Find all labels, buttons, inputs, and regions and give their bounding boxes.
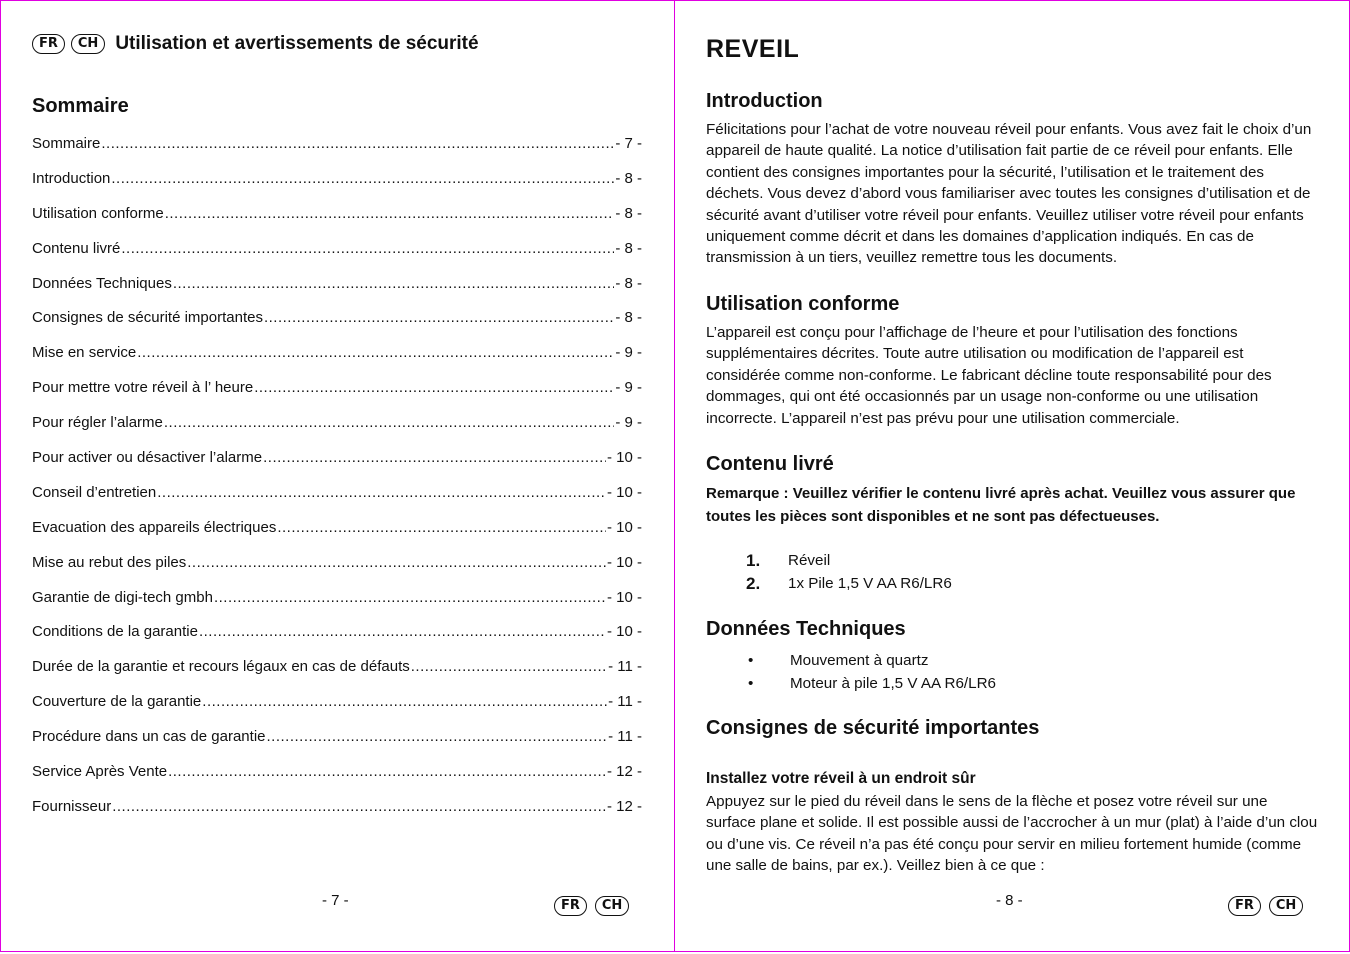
- toc-leader: [263, 449, 606, 466]
- right-footer-badges: [1228, 896, 1303, 916]
- toc-entry-page: - 9 -: [615, 344, 642, 362]
- safety-subheading: Installez votre réveil à un endroit sûr: [706, 770, 976, 787]
- toc-leader: [187, 554, 606, 571]
- toc-entry-label: Couverture de la garantie: [32, 693, 202, 711]
- toc-entry[interactable]: [32, 240, 642, 275]
- country-badge-ch: CH: [71, 34, 105, 54]
- toc-entry-label: Mise au rebut des piles: [32, 553, 187, 571]
- toc-leader: [202, 693, 607, 710]
- toc-entry-page: - 11 -: [608, 728, 642, 746]
- toc-entry-page: - 8 -: [615, 274, 642, 292]
- toc-entry-label: Conseil d’entretien: [32, 483, 157, 501]
- list-text: Moteur à pile 1,5 V AA R6/LR6: [790, 675, 996, 692]
- toc-entry-page: - 10 -: [606, 483, 642, 501]
- toc-entry[interactable]: [32, 798, 642, 833]
- safety-heading: Consignes de sécurité importantes: [706, 717, 1040, 739]
- toc-leader: [112, 798, 606, 815]
- toc-entry-page: - 9 -: [615, 379, 642, 397]
- toc-entry[interactable]: [32, 275, 642, 310]
- toc-leader: [111, 170, 614, 187]
- toc-entry[interactable]: [32, 763, 642, 798]
- left-header: [32, 33, 479, 55]
- toc-entry[interactable]: [32, 519, 642, 554]
- product-title: REVEIL: [706, 35, 800, 63]
- toc-entry-page: - 10 -: [606, 449, 642, 467]
- toc-entry-label: Mise en service: [32, 344, 137, 362]
- table-of-contents: [32, 135, 642, 833]
- toc-leader: [277, 519, 606, 536]
- list-item: [746, 672, 996, 695]
- list-text: Mouvement à quartz: [790, 652, 929, 669]
- toc-entry[interactable]: [32, 484, 642, 519]
- toc-entry-label: Sommaire: [32, 135, 101, 152]
- country-badge-ch: CH: [595, 896, 629, 916]
- toc-entry-label: Pour régler l’alarme: [32, 414, 163, 432]
- list-item: [746, 550, 952, 573]
- list-text: 1x Pile 1,5 V AA R6/LR6: [788, 574, 952, 592]
- toc-entry-label: Consignes de sécurité importantes: [32, 309, 263, 327]
- country-badge-ch: CH: [1269, 896, 1303, 916]
- toc-leader: [199, 623, 606, 640]
- list-item: [746, 649, 996, 672]
- toc-entry[interactable]: [32, 414, 642, 449]
- toc-entry-page: - 12 -: [606, 797, 642, 815]
- toc-entry-page: - 8 -: [615, 169, 642, 187]
- toc-entry[interactable]: [32, 135, 642, 170]
- toc-entry[interactable]: [32, 379, 642, 414]
- toc-entry[interactable]: [32, 309, 642, 344]
- toc-leader: [173, 275, 615, 292]
- toc-entry[interactable]: [32, 344, 642, 379]
- toc-leader: [254, 379, 614, 396]
- bullet: •: [748, 675, 754, 692]
- toc-entry-page: - 7 -: [615, 135, 642, 152]
- toc-entry-label: Pour mettre votre réveil à l’ heure: [32, 379, 254, 397]
- toc-leader: [264, 309, 614, 326]
- introduction-heading: Introduction: [706, 90, 823, 112]
- toc-entry-label: Pour activer ou désactiver l’alarme: [32, 449, 263, 467]
- toc-entry-label: Service Après Vente: [32, 763, 168, 781]
- toc-leader: [157, 484, 606, 501]
- toc-entry-page: - 10 -: [606, 623, 642, 641]
- left-footer-badges: [554, 896, 629, 916]
- toc-entry-page: - 10 -: [606, 588, 642, 606]
- toc-entry-page: - 12 -: [606, 763, 642, 781]
- toc-entry-label: Durée de la garantie et recours légaux en cas de défauts: [32, 658, 410, 676]
- toc-entry-label: Evacuation des appareils électriques: [32, 518, 277, 536]
- list-text: Réveil: [788, 552, 831, 569]
- toc-entry-label: Introduction: [32, 169, 111, 187]
- toc-entry-label: Procédure dans un cas de garantie: [32, 728, 266, 746]
- page-number-right: - 8 -: [996, 892, 1023, 909]
- list-number: 2.: [746, 573, 761, 593]
- toc-entry-page: - 8 -: [615, 309, 642, 327]
- toc-entry-page: - 8 -: [615, 204, 642, 222]
- contents-heading: Contenu livré: [706, 453, 834, 475]
- toc-entry-page: - 11 -: [608, 693, 642, 711]
- country-badge-fr: FR: [32, 34, 65, 54]
- safety-text: Appuyez sur le pied du réveil dans le sens de la flèche et posez votre réveil sur une surface plane et solide. Il est possible aussi de l’accrocher à un mur (plat) à l’aide d’un clou ou d’une vis. Ce réveil n’a pas été conçu pour servir en milieu fortement humide (comme une salle de bains, par ex.). Veillez bien à ce que :: [706, 793, 1318, 875]
- toc-entry[interactable]: [32, 728, 642, 763]
- usage-heading: Utilisation conforme: [706, 293, 900, 315]
- toc-entry[interactable]: [32, 589, 642, 624]
- contents-note: Remarque : Veuillez vérifier le contenu livré après achat. Veuillez vous assurer que toutes les pièces sont disponibles et ne sont pas défectueuses.: [706, 485, 1296, 525]
- toc-leader: [101, 135, 614, 152]
- toc-leader: [164, 414, 614, 431]
- tech-list: [746, 649, 996, 695]
- toc-leader: [411, 658, 607, 675]
- toc-entry-label: Contenu livré: [32, 239, 121, 257]
- toc-entry-label: Conditions de la garantie: [32, 623, 198, 641]
- introduction-text: Félicitations pour l’achat de votre nouveau réveil pour enfants. Vous avez fait le choix d’un appareil de haute qualité. La notice d’utilisation fait partie de ce réveil pour enfants. Elle contient des consignes importantes pour la sécurité, l’utilisation et le traitement des déchets. Vous devez d’abord vous familiariser avec toutes les consignes d’utilisation et de sécurité avant d’utiliser votre réveil pour enfants. Veuillez utiliser votre réveil pour enfants uniquement comme décrit et dans les domaines d’application indiqués. En cas de transmission à un tiers, veuillez remettre tous les documents.: [706, 121, 1312, 267]
- country-badge-fr: FR: [1228, 896, 1261, 916]
- toc-entry-page: - 11 -: [608, 658, 642, 676]
- contents-list: [746, 550, 952, 595]
- toc-entry[interactable]: [32, 693, 642, 728]
- toc-leader: [267, 728, 608, 745]
- toc-leader: [214, 589, 606, 606]
- toc-entry-page: - 10 -: [606, 518, 642, 536]
- toc-entry-label: Utilisation conforme: [32, 204, 164, 222]
- toc-heading: Sommaire: [32, 95, 129, 117]
- toc-entry[interactable]: [32, 554, 642, 589]
- list-item: [746, 573, 952, 596]
- section-title: Utilisation et avertissements de sécurité: [115, 33, 479, 54]
- toc-entry-label: Données Techniques: [32, 274, 172, 292]
- toc-entry[interactable]: [32, 623, 642, 658]
- country-badge-fr: FR: [554, 896, 587, 916]
- toc-entry[interactable]: [32, 205, 642, 240]
- usage-text: L’appareil est conçu pour l’affichage de l’heure et pour l’utilisation des fonctions supplémentaires décrites. Toute autre utilisation ou modification de l’appareil est considérée comme non-conforme. Le fabricant décline toute responsabilité pour des dommages, qui ont été occasionnés par un usage non-conforme ou une utilisation incorrecte. L’appareil n’est pas prévu pour une utilisation commerciale.: [706, 324, 1272, 427]
- toc-entry-label: Garantie de digi-tech gmbh: [32, 588, 213, 606]
- toc-entry-page: - 8 -: [615, 239, 642, 257]
- toc-leader: [121, 240, 614, 257]
- toc-entry[interactable]: [32, 170, 642, 205]
- tech-heading: Données Techniques: [706, 618, 906, 640]
- toc-leader: [168, 763, 606, 780]
- toc-leader: [165, 205, 615, 222]
- toc-entry-label: Fournisseur: [32, 797, 112, 815]
- bullet: •: [748, 652, 754, 669]
- toc-entry-page: - 10 -: [606, 553, 642, 571]
- list-number: 1.: [746, 551, 761, 570]
- toc-leader: [137, 344, 614, 361]
- page-number-left: - 7 -: [322, 892, 349, 909]
- toc-entry-page: - 9 -: [615, 414, 642, 432]
- toc-entry[interactable]: [32, 658, 642, 693]
- toc-entry[interactable]: [32, 449, 642, 484]
